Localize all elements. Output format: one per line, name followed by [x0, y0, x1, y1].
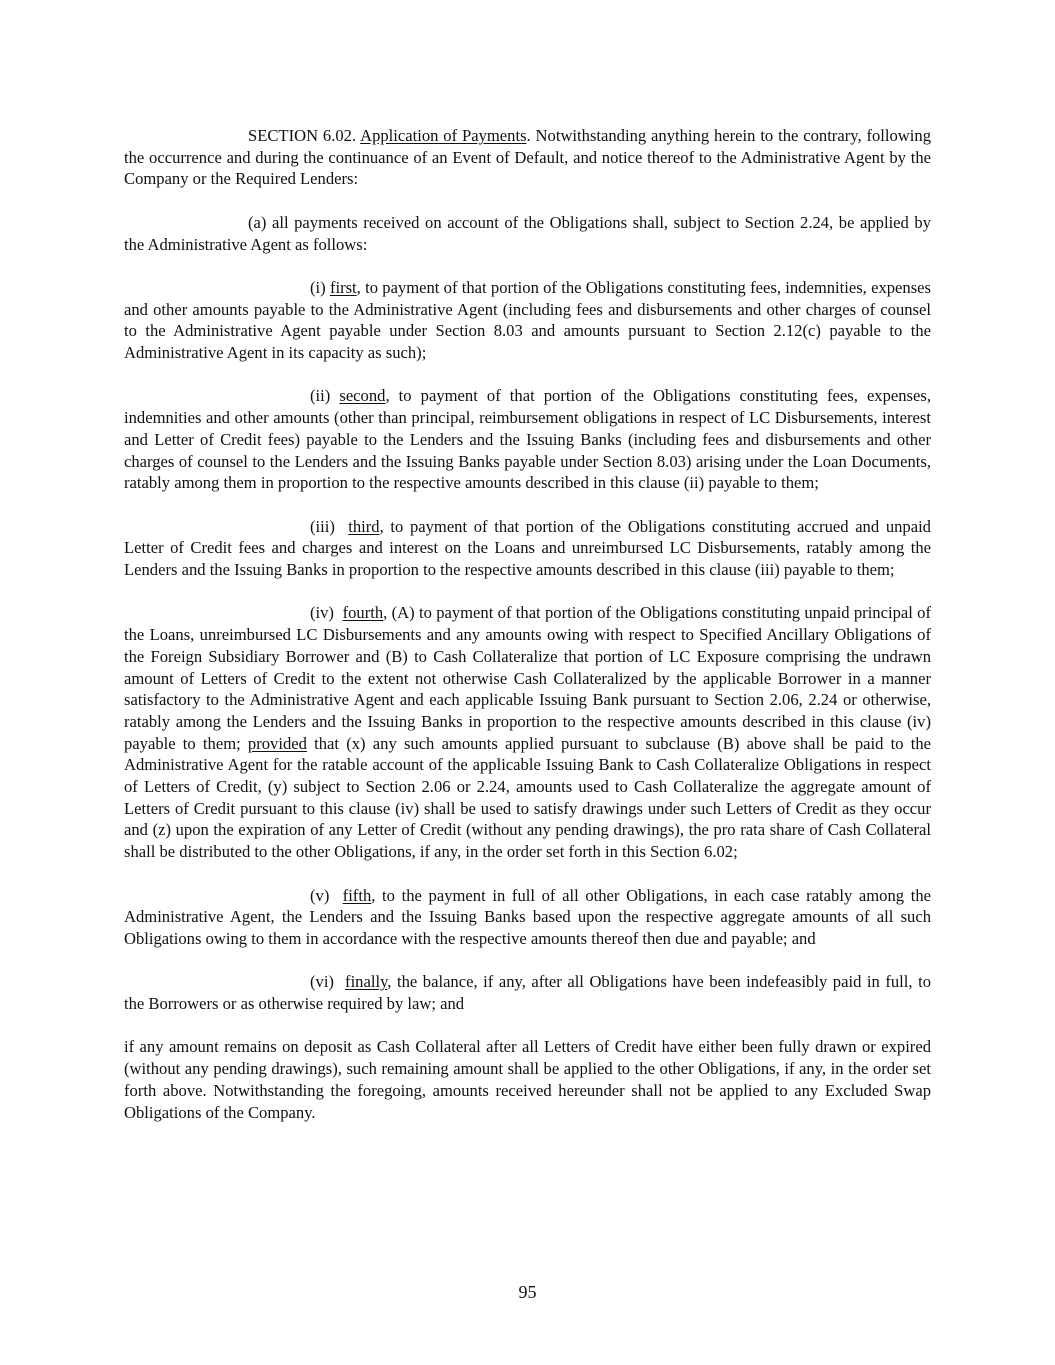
clause-ii: [124, 385, 931, 494]
proviso-keyword: provided: [247, 733, 307, 753]
clause-keyword: second: [339, 386, 386, 406]
clause-v: [124, 885, 931, 950]
clause-keyword: fifth: [342, 885, 372, 905]
clause-text: , to payment of that portion of the Obligations constituting fees, indemnities, expenses and other amounts payable to the Administrative Agent (including fees and disbursements and other charges of counsel to the Administrative Agent payable under Section 8.03 and amounts pursuant to Section 2.12(c) payable to the Administrative Agent in its capacity as such);: [124, 277, 931, 362]
section-intro: . Notwithstanding anything herein to the contrary, following the occurrence and during the continuance of an Event of Default, and notice thereof to the Administrative Agent by the Company or the Required Lenders:: [124, 126, 931, 189]
clause-i: [124, 277, 931, 364]
clause-label: (vi): [310, 972, 346, 992]
clause-label: (iii): [310, 516, 349, 536]
section-paragraph: [124, 125, 931, 190]
clause-text: , (A) to payment of that portion of the Obligations constituting unpaid principal of the Loans, unreimbursed LC Disbursements and any amounts owing with respect to Specified Ancillary Obligations of the Foreign Subsidiary Borrower and (B) to Cash Collateralize that portion of LC Exposure comprising the undrawn amount of Letters of Credit to the extent not otherwise Cash Collateralized by the applicable Borrower in a manner satisfactory to the Administrative Agent and each applicable Issuing Bank pursuant to Section 2.06, 2.24 or otherwise, ratably among the Lenders and the Issuing Banks in proportion to the respective amounts described in this clause (iv) payable to them;: [124, 603, 931, 753]
section-number: SECTION 6.02.: [248, 126, 357, 145]
clause-label: (ii): [310, 386, 340, 406]
clause-iii: [124, 516, 931, 581]
section-title: Application of Payments: [360, 126, 527, 145]
page-number: 95: [518, 1282, 537, 1302]
clause-a: [124, 212, 931, 255]
clause-keyword: first: [329, 277, 357, 297]
clause-text: , the balance, if any, after all Obligations have been indefeasibly paid in full, to the Borrowers or as otherwise required by law; and: [124, 972, 931, 1014]
clause-keyword: finally: [345, 972, 388, 992]
clause-label: (iv): [310, 603, 343, 623]
proviso-text: that (x) any such amounts applied pursuant to subclause (B) above shall be paid to the Administrative Agent for the ratable account of the applicable Issuing Bank to Cash Collateralize Obligations in respect of Letters of Credit, (y) subject to Section 2.06 or 2.24, amounts used to Cash Collateralize the aggregate amount of Letters of Credit pursuant to this clause (iv) shall be used to satisfy drawings under such Letters of Credit as they occur and (z) upon the expiration of any Letter of Credit (without any pending drawings), the pro rata share of Cash Collateral shall be distributed to the other Obligations, if any, in the order set forth in this Section 6.02;: [124, 733, 931, 862]
clause-text: , to the payment in full of all other Obligations, in each case ratably among the Administrative Agent, the Lenders and the Issuing Banks based upon the respective aggregate amounts of all such Obligations owing to them in accordance with the respective amounts thereof then due and payable; and: [124, 885, 931, 948]
clause-keyword: third: [348, 516, 380, 536]
clause-iv: [124, 602, 931, 862]
closing-text: if any amount remains on deposit as Cash Collateral after all Letters of Credit have either been fully drawn or expired (without any pending drawings), such remaining amount shall be applied to the other Obligations, if any, in the order set forth above. Notwithstanding the foregoing, amounts received hereunder shall not be applied to any Excluded Swap Obligations of the Company.: [124, 1037, 931, 1122]
document-page: [124, 125, 931, 1123]
clause-text: , to payment of that portion of the Obligations constituting fees, expenses, indemnities and other amounts (other than principal, reimbursement obligations in respect of LC Disbursements, interest and Letter of Credit fees) payable to the Lenders and the Issuing Banks (including fees and disbursements and other charges of counsel to the Lenders and the Issuing Banks payable under Section 8.03) arising under the Loan Documents, ratably among them in proportion to the respective amounts described in this clause (ii) payable to them;: [124, 386, 931, 493]
clause-text: , to payment of that portion of the Obligations constituting accrued and unpaid Letter of Credit fees and charges and interest on the Loans and unreimbursed LC Disbursements, ratably among the Lenders and the Issuing Banks in proportion to the respective amounts described in this clause (iii) payable to them;: [124, 516, 931, 579]
closing-paragraph: [124, 1036, 931, 1123]
clause-label: (i): [310, 277, 330, 297]
clause-keyword: fourth: [342, 603, 384, 623]
clause-label: (v): [310, 885, 343, 905]
clause-a-text: (a) all payments received on account of the Obligations shall, subject to Section 2.24, be applied by the Administrative Agent as follows:: [124, 212, 931, 254]
clause-vi: [124, 971, 931, 1014]
